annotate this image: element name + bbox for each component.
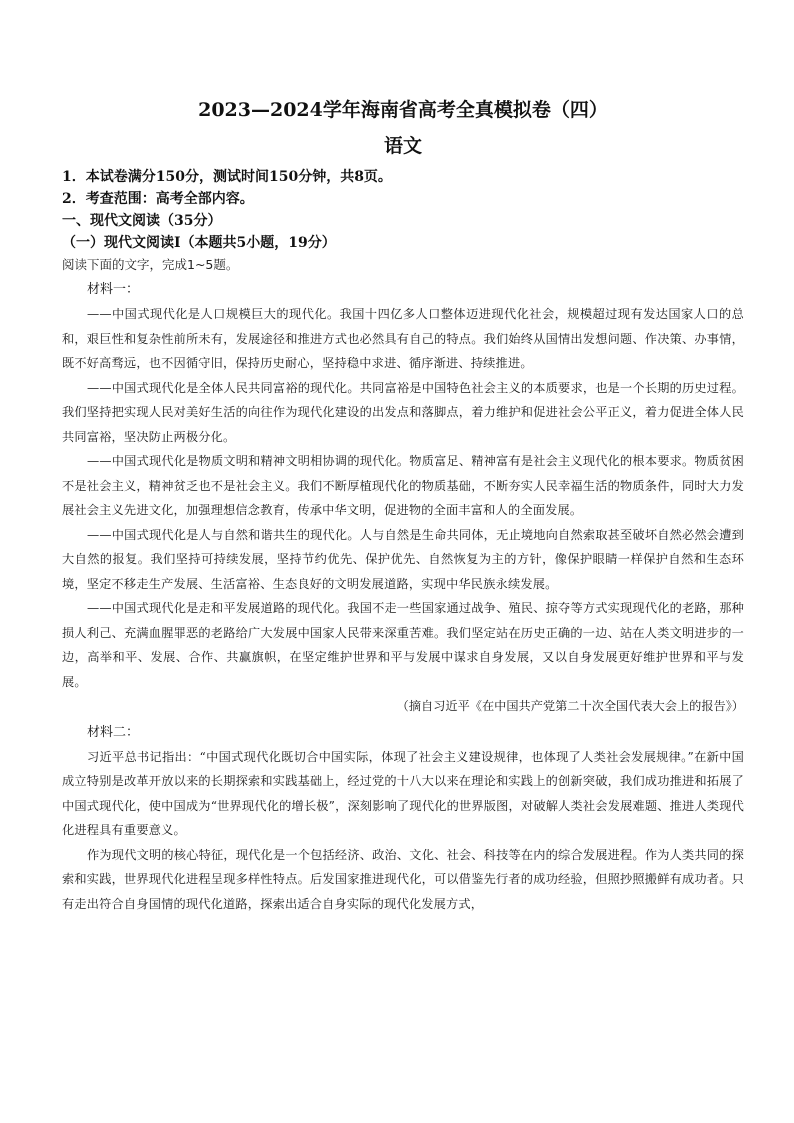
- material-1-paragraph: ——中国式现代化是全体人民共同富裕的现代化。共同富裕是中国特色社会主义的本质要求，也是一个长期的历史过程。我们坚持把实现人民对美好生活的向往作为现代化建设的出发点和落脚点，着力维护和促进社会公平正义，着力促进全体人民共同富裕，坚决防止两极分化。: [62, 380, 744, 444]
- material-2-paragraph: 习近平总书记指出：“中国式现代化既切合中国实际，体现了社会主义建设规律，也体现了人类社会发展规律。”在新中国成立特别是改革开放以来的长期探索和实践基础上，经过党的十八大以来在理论和实践上的创新突破，我们成功推进和拓展了中国式现代化，使中国成为“世界现代化的增长极”，深刻影响了现代化的世界版图，对破解人类社会发展难题、推进人类现代化进程具有重要意义。: [62, 749, 744, 837]
- material-1-paragraph: ——中国式现代化是物质文明和精神文明相协调的现代化。物质富足、精神富有是社会主义现代化的根本要求。物质贫困不是社会主义，精神贫乏也不是社会主义。我们不断厚植现代化的物质基础，不断夯实人民幸福生活的物质条件，同时大力发展社会主义先进文化，加强理想信念教育，传承中华文明，促进物的全面丰富和人的全面发展。: [62, 454, 744, 517]
- subsection-heading: （一）现代文阅读Ⅰ（本题共5小题，19分）: [62, 235, 336, 251]
- exam-note-1: 1．本试卷满分150分，测试时间150分钟，共8页。: [62, 169, 392, 185]
- material-1-paragraph: ——中国式现代化是人与自然和谐共生的现代化。人与自然是生命共同体，无止境地向自然索取甚至破坏自然必然会遭到大自然的报复。我们坚持可持续发展，坚持节约优先、保护优先、自然恢复为主的方针，像保护眼睛一样保护自然和生态环境，坚定不移走生产发展、生活富裕、生态良好的文明发展道路，实现中华民族永续发展。: [62, 527, 744, 591]
- section-heading: 一、现代文阅读（35分）: [62, 213, 222, 229]
- subject-title: 语文: [383, 135, 422, 157]
- material-1-paragraph: ——中国式现代化是走和平发展道路的现代化。我国不走一些国家通过战争、殖民、掠夺等方式实现现代化的老路，那种损人利己、充满血腥罪恶的老路给广大发展中国家人民带来深重苦难。我们坚定站在历史正确的一边、站在人类文明进步的一边，高举和平、发展、合作、共赢旗帜，在坚定维护世界和平与发展中谋求自身发展，又以自身发展更好维护世界和平与发展。: [62, 601, 744, 689]
- material-1-source: （摘自习近平《在中国共产党第二十次全国代表大会上的报告》）: [396, 699, 744, 713]
- reading-instruction: 阅读下面的文字，完成1~5题。: [62, 257, 239, 272]
- exam-note-2: 2．考查范围：高考全部内容。: [62, 191, 254, 207]
- material-1-label: 材料一：: [87, 282, 140, 297]
- material-2-label: 材料二：: [87, 724, 140, 740]
- exam-title: 2023—2024学年海南省高考全真模拟卷（四）: [198, 99, 608, 121]
- material-2-paragraph: 作为现代文明的核心特征，现代化是一个包括经济、政治、文化、社会、科技等在内的综合发展进程。作为人类共同的探索和实践，世界现代化进程呈现多样性特点。后发国家推进现代化，可以借鉴先行者的成功经验，但照抄照搬鲜有成功者。只有走出符合自身国情的现代化道路，探索出适合自身实际的现代化发展方式，: [62, 847, 744, 911]
- material-1-paragraph: ——中国式现代化是人口规模巨大的现代化。我国十四亿多人口整体迈进现代化社会，规模超过现有发达国家人口的总和，艰巨性和复杂性前所未有，发展途径和推进方式也必然具有自己的特点。我们始终从国情出发想问题、作决策、办事情，既不好高骛远，也不因循守旧，保持历史耐心，坚持稳中求进、循序渐进、持续推进。: [62, 307, 744, 370]
